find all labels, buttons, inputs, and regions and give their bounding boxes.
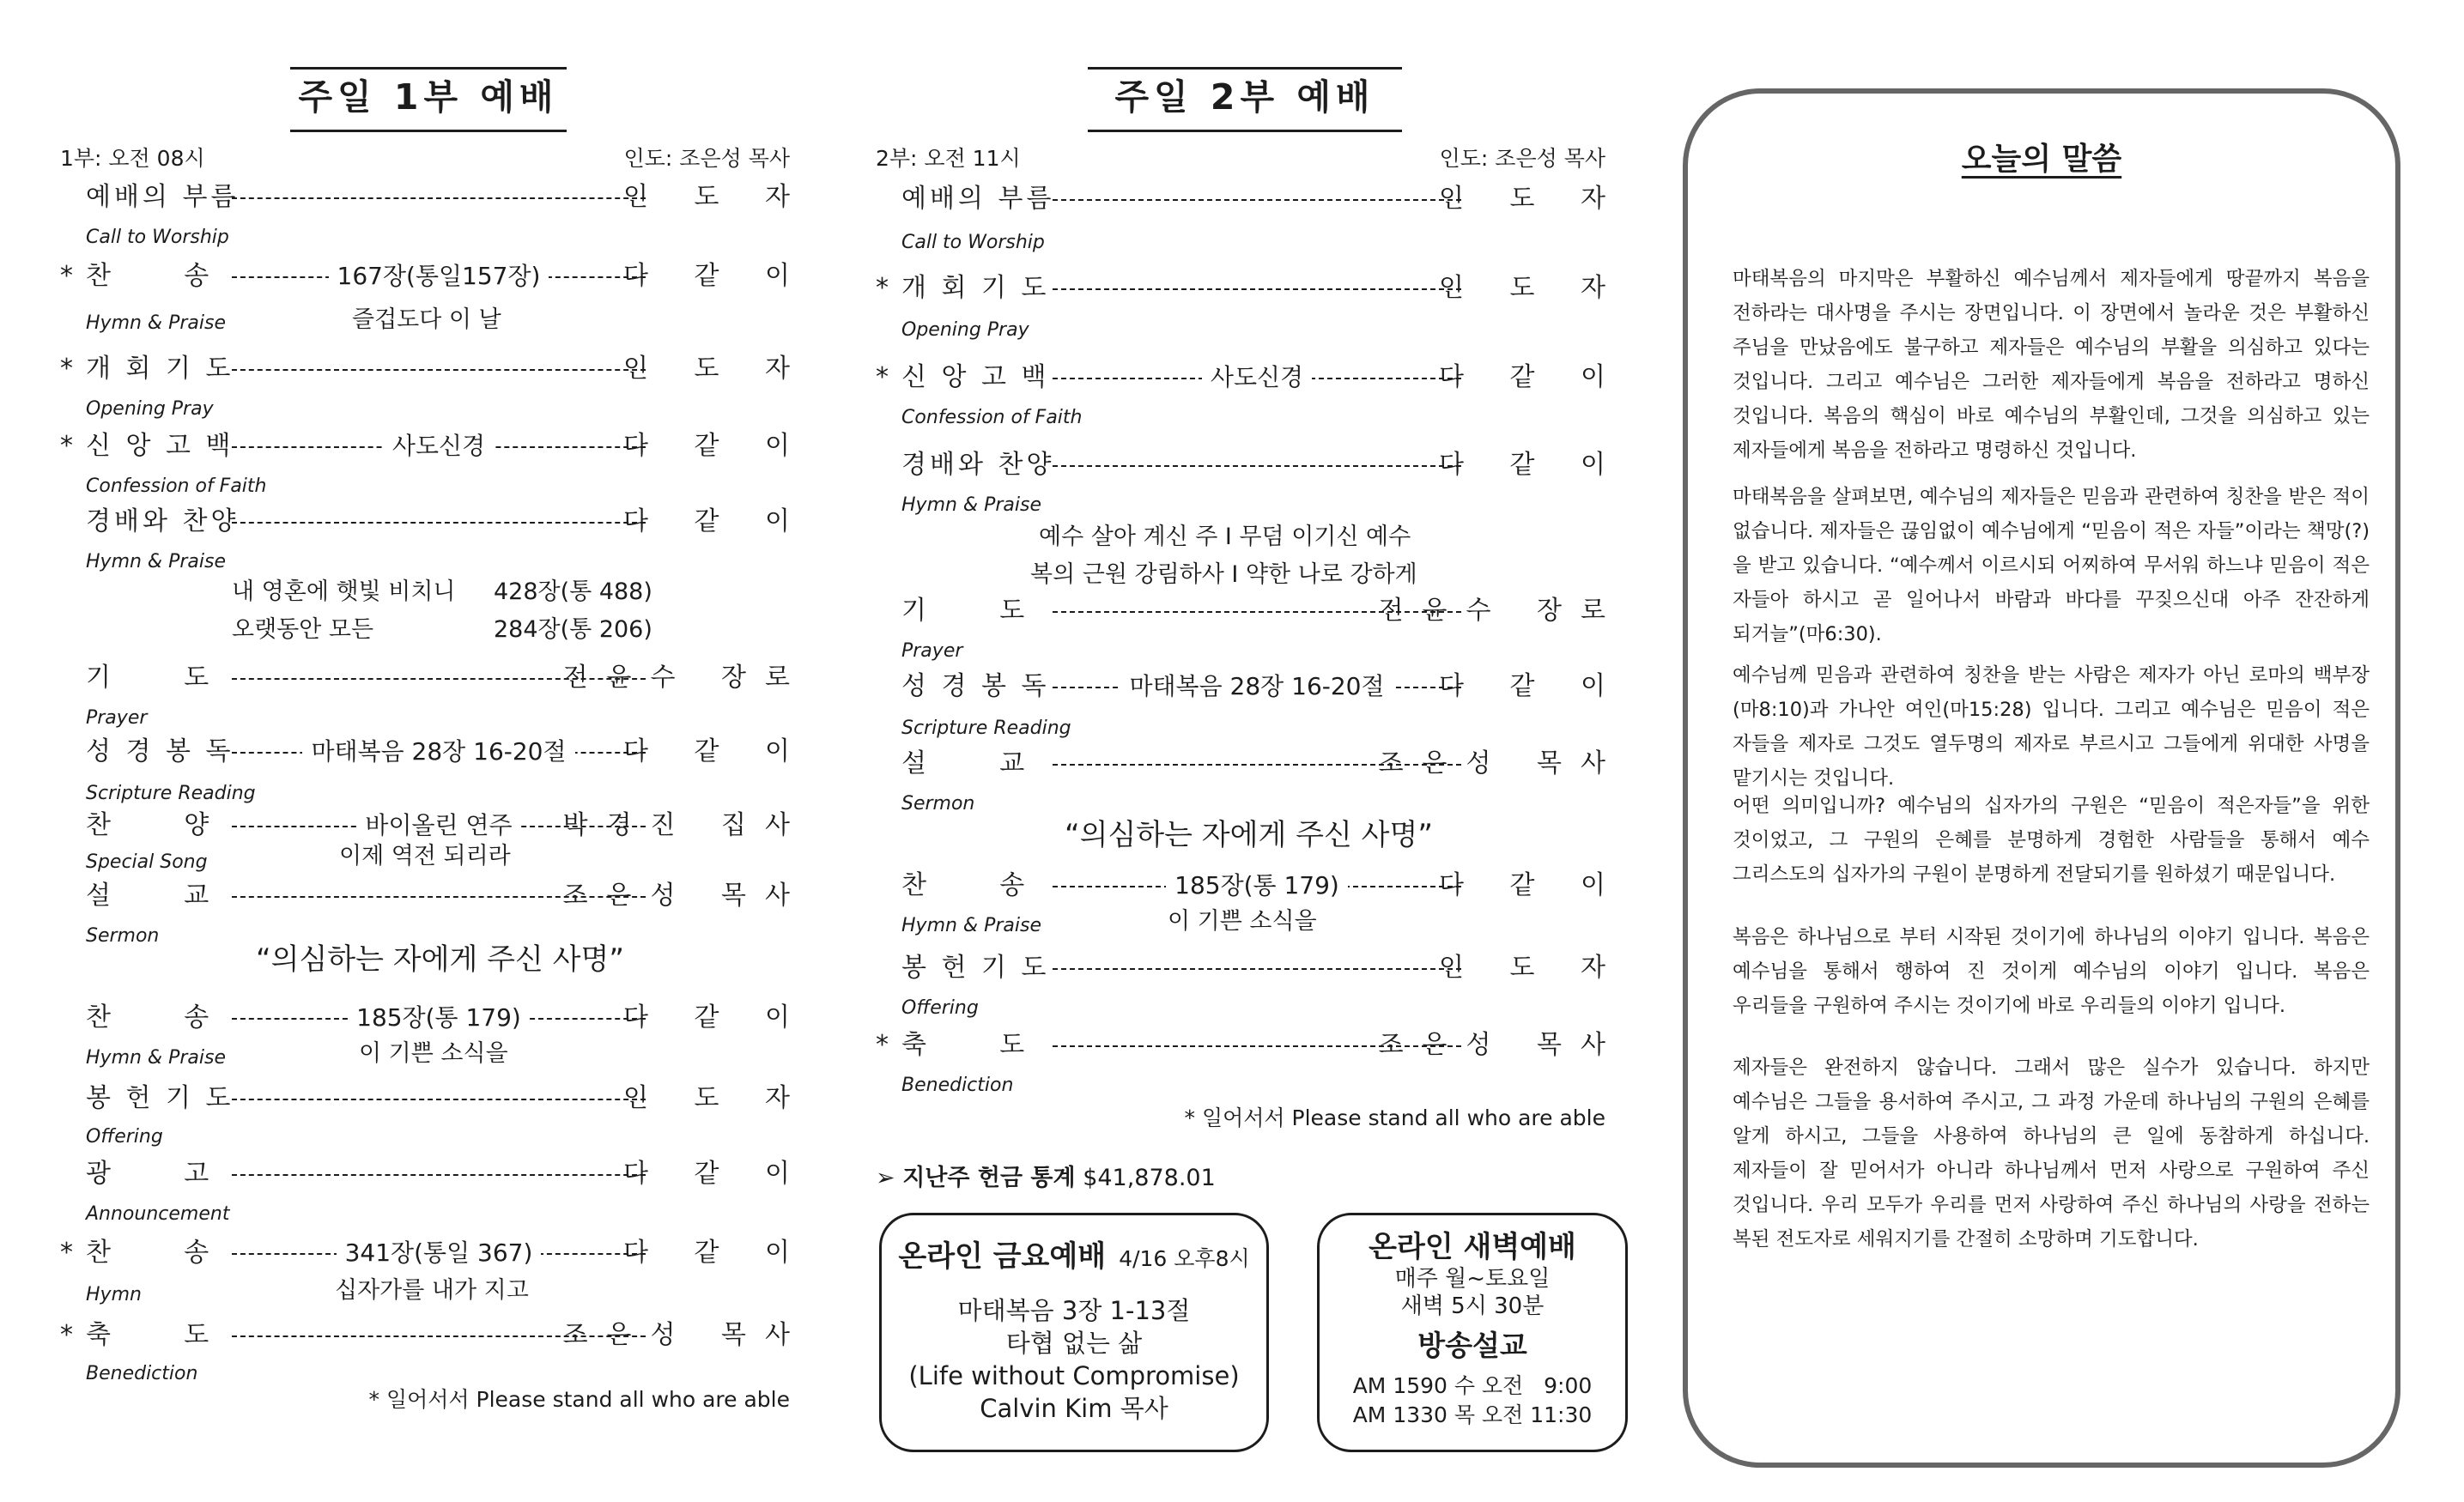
service1-item-row — [60, 257, 809, 295]
service1-item-row — [60, 1155, 809, 1193]
service1-item-row — [60, 807, 809, 845]
broadcast-title: 방송설교 — [1417, 1329, 1527, 1362]
service2-stand-note: * 일어서서 Please stand all who are able — [1184, 1105, 1605, 1130]
item-label: 신 앙 고 백 — [901, 362, 1050, 392]
item-detail: 사도신경 — [384, 432, 494, 460]
service1-leader: 인도: 조은성 목사 — [623, 146, 790, 171]
dashed-leader — [232, 1234, 646, 1272]
item-responsible: 다 같 이 — [622, 506, 809, 536]
item-label: 신 앙 고 백 — [86, 431, 234, 461]
song-title: 내 영혼에 햇빛 비치니 — [232, 578, 456, 605]
service2-item-row — [876, 745, 1624, 783]
dawn-service-box — [1317, 1213, 1628, 1452]
service1-item-row — [60, 999, 809, 1037]
item-label: 설 교 — [86, 881, 213, 911]
item-responsible: 조은성 목사 — [1378, 1030, 1624, 1060]
word-paragraph: 제자들은 완전하지 않습니다. 그래서 많은 실수가 있습니다. 하지만 예수님은 그들을 용서하여 주시고, 그 과정 가운데 하나님의 구원의 은혜를 알게 하시고, 그들을 사용하여 하나님의 큰 일에 동참하게 하십니다. 제자들이 잘 믿어서가 아니라 하나님께서 먼저 사랑으로 구원하여 주신 것입니다. 우리 모두가 우리를 먼저 사랑하여 주신 하나님의 사랑을 전하는 복된 전도자로 세워지기를 간절히 소망하며 기도합니다. — [1733, 1057, 2370, 1251]
song-number: 284장(통 206) — [494, 616, 652, 643]
item-label: 기 도 — [86, 663, 213, 693]
item-detail-wrap — [384, 432, 494, 460]
hymn-title: 십자가를 내가 지고 — [335, 1277, 529, 1304]
item-responsible: 인 도 자 — [622, 182, 809, 212]
item-responsible: 인 도 자 — [1438, 184, 1624, 214]
item-responsible: 조은성 목사 — [562, 1320, 809, 1350]
dashed-leader — [1053, 867, 1461, 905]
todays-word-box — [1683, 88, 2400, 1468]
dashed-leader — [1053, 359, 1461, 397]
item-responsible: 인 도 자 — [1438, 953, 1624, 983]
word-paragraph: 어떤 의미입니까? 예수님의 십자가의 구원은 “믿음이 적은자들”을 위한 것이었고, 그 구원의 은혜를 분명하게 경험한 사람들을 통해서 예수 그리스도의 십자가의 구원이 분명하게 전달되기를 원하셨기 때문입니다. — [1733, 795, 2370, 887]
item-label: 봉 헌 기 도 — [86, 1083, 234, 1113]
service1-item-row — [60, 1317, 809, 1354]
service2-item-row — [876, 668, 1624, 706]
item-detail-wrap — [1166, 871, 1348, 899]
item-detail: 마태복음 28장 16-20절 — [1120, 672, 1393, 700]
service1-item-row — [60, 427, 809, 465]
service2-item-row — [876, 359, 1624, 397]
service1-time: 1부: 오전 08시 — [60, 146, 205, 171]
song-line: 복의 근원 강림하사 I 약한 나로 강하게 — [1030, 561, 1417, 588]
song-number: 428장(통 488) — [494, 578, 652, 605]
item-label: 경배와 찬양 — [86, 506, 240, 536]
friday-passage: 마태복음 3장 1-13절 — [957, 1296, 1191, 1325]
song-line: 예수 살아 계신 주 I 무덤 이기신 예수 — [1039, 524, 1411, 550]
stand-marker-icon: * — [60, 1320, 73, 1350]
item-english-label: Offering — [86, 1126, 163, 1148]
item-english-label: Opening Pray — [901, 319, 1029, 341]
item-english-label: Sermon — [86, 925, 160, 947]
item-detail-wrap — [337, 1239, 542, 1267]
item-english-label: Benediction — [901, 1075, 1014, 1096]
item-label: 경배와 찬양 — [901, 450, 1055, 480]
item-responsible: 다 같 이 — [1438, 450, 1624, 480]
friday-service-box — [879, 1213, 1269, 1452]
item-english-label: Call to Worship — [901, 232, 1045, 253]
broadcast-am1: AM 1590 수 오전 9:00 — [1352, 1373, 1593, 1398]
item-label: 봉 헌 기 도 — [901, 953, 1050, 983]
item-detail-wrap — [329, 262, 549, 290]
friday-preacher: Calvin Kim 목사 — [980, 1394, 1168, 1423]
hymn-title: 즐겁도다 이 날 — [352, 306, 501, 333]
service2-item-row — [876, 592, 1624, 630]
item-label: 성 경 봉 독 — [901, 671, 1050, 701]
service2-item-row — [876, 270, 1624, 307]
todays-word-title: 오늘의 말씀 — [1961, 142, 2122, 177]
dashed-leader — [1053, 446, 1461, 484]
service2-item-row — [876, 867, 1624, 905]
item-detail: 마태복음 28장 16-20절 — [302, 737, 574, 766]
item-label: 설 교 — [901, 748, 1029, 778]
service1-sermon-title: “의심하는 자에게 주신 사명” — [256, 942, 624, 977]
word-paragraph: 마태복음의 마지막은 부활하신 예수님께서 제자들에게 땅끝까지 복음을 전하라는 대사명을 주시는 장면입니다. 이 장면에서 놀라운 것은 부활하신 주님을 만났음에도 불구하고 제자들은 예수님의 부활을 의심하고 있다는 것입니다. 그리고 예수님은 그러한 제자들에게 복음을 전하라고 명하신 것입니다. 복음의 핵심이 바로 예수님의 부활인데, 그것을 의심하고 있는 제자들에게 복음을 전하라고 명령하신 것입니다. — [1733, 267, 2370, 462]
item-label: 찬 양 — [86, 810, 213, 840]
item-label: 찬 송 — [86, 1238, 213, 1268]
item-english-label: Confession of Faith — [901, 407, 1083, 428]
item-english-label: Sermon — [901, 793, 975, 815]
service1-item-row — [60, 350, 809, 388]
dawn-title: 온라인 새벽예배 — [1369, 1230, 1576, 1264]
stand-marker-icon: * — [876, 273, 889, 303]
item-detail: 167장(통일157장) — [329, 262, 549, 290]
service1-item-row — [60, 179, 809, 216]
item-label: 찬 송 — [86, 261, 213, 291]
service1-item-row — [60, 1234, 809, 1272]
item-responsible: 조은성 목사 — [562, 881, 809, 911]
service1-item-row — [60, 877, 809, 915]
broadcast-am2: AM 1330 목 오전 11:30 — [1352, 1402, 1593, 1427]
stand-marker-icon: * — [60, 261, 73, 291]
item-label: 찬 송 — [86, 1002, 213, 1033]
item-english-label: Scripture Reading — [86, 783, 256, 804]
item-responsible: 다 같 이 — [1438, 671, 1624, 701]
item-responsible: 전윤수 장로 — [562, 663, 809, 693]
item-detail: 341장(통일 367) — [337, 1239, 542, 1267]
dashed-leader — [1053, 180, 1461, 218]
dashed-leader — [232, 427, 646, 465]
dashed-leader — [232, 179, 646, 216]
dashed-leader — [232, 999, 646, 1037]
dawn-time: 새벽 5시 30분 — [1400, 1293, 1545, 1319]
dashed-leader — [1053, 668, 1461, 706]
service2-title: 주일 2부 예배 — [1088, 67, 1402, 132]
item-responsible: 인 도 자 — [1438, 273, 1624, 303]
item-english-label: Offering — [901, 997, 979, 1019]
dashed-leader — [1053, 270, 1461, 307]
item-detail: 185장(통 179) — [1166, 871, 1348, 899]
service2-item-row — [876, 949, 1624, 987]
item-responsible: 다 같 이 — [1438, 870, 1624, 900]
offering-amount: $41,878.01 — [1083, 1165, 1216, 1191]
item-english-label: Scripture Reading — [901, 718, 1071, 739]
item-responsible: 다 같 이 — [622, 1159, 809, 1189]
stand-marker-icon: * — [876, 362, 889, 392]
item-detail: 사도신경 — [1202, 363, 1312, 391]
item-english-label: Hymn & Praise — [86, 1047, 226, 1069]
word-paragraph: 예수님께 믿음과 관련하여 칭찬을 받는 사람은 제자가 아닌 로마의 백부장(마8:10)과 가나안 여인(마15:28) 입니다. 그리고 예수님은 믿음이 적은 자들을 제자로 그것도 열두명의 제자로 부르시고 그들에게 위대한 사명을 맡기시는 것입니다. — [1733, 663, 2370, 790]
dawn-days: 매주 월~토요일 — [1394, 1266, 1551, 1292]
item-responsible: 전윤수 장로 — [1378, 596, 1624, 626]
item-detail-wrap — [348, 1003, 530, 1032]
stand-marker-icon: * — [60, 431, 73, 461]
item-english-label: Hymn & Praise — [86, 312, 226, 334]
hymn-title: 이 기쁜 소식을 — [359, 1040, 508, 1067]
item-english-label: Confession of Faith — [86, 475, 267, 497]
item-responsible: 인 도 자 — [622, 354, 809, 384]
service1-stand-note: * 일어서서 Please stand all who are able — [368, 1387, 790, 1412]
offering-summary — [876, 1163, 1216, 1194]
item-responsible: 다 같 이 — [622, 1002, 809, 1033]
service2-item-row — [876, 180, 1624, 218]
item-responsible: 다 같 이 — [622, 736, 809, 766]
item-detail-wrap — [1120, 672, 1393, 700]
item-responsible: 박경진 집사 — [562, 810, 809, 840]
service2-time: 2부: 오전 11시 — [876, 146, 1021, 171]
item-label: 찬 송 — [901, 870, 1029, 900]
dashed-leader — [1053, 949, 1461, 987]
offering-label: 지난주 헌금 통계 — [902, 1165, 1076, 1191]
dashed-leader — [232, 257, 646, 295]
stand-marker-icon: * — [60, 1238, 73, 1268]
item-english-label: Hymn — [86, 1284, 142, 1305]
item-english-label: Benediction — [86, 1363, 198, 1384]
service2-item-row — [876, 446, 1624, 484]
item-detail-wrap — [356, 811, 520, 839]
friday-sermon-en: (Life without Compromise) — [908, 1361, 1240, 1390]
item-detail-wrap — [302, 737, 574, 766]
item-english-label: Hymn & Praise — [901, 494, 1041, 516]
item-label: 예배의 부름 — [901, 184, 1055, 214]
friday-title: 온라인 금요예배 — [898, 1239, 1107, 1274]
hymn-title: 이 기쁜 소식을 — [1168, 908, 1317, 935]
item-detail: 바이올린 연주 — [356, 811, 520, 839]
item-responsible: 다 같 이 — [1438, 362, 1624, 392]
dashed-leader — [232, 350, 646, 388]
item-detail-wrap — [1202, 363, 1312, 391]
service1-item-row — [60, 733, 809, 771]
service1-title: 주일 1부 예배 — [290, 67, 567, 132]
hymn-title: 이제 역전 되리라 — [339, 843, 511, 869]
stand-marker-icon: * — [60, 354, 73, 384]
item-english-label: Prayer — [86, 707, 148, 729]
word-paragraph: 복음은 하나님으로 부터 시작된 것이기에 하나님의 이야기 입니다. 복음은 예수님을 통해서 행하여 진 것이게 예수님의 이야기 입니다. 복음은 우리들을 구원하여 주시는 것이기에 바로 우리들의 이야기 입니다. — [1733, 925, 2370, 1017]
friday-date: 4/16 오후8시 — [1119, 1246, 1250, 1271]
dashed-leader — [232, 1155, 646, 1193]
service1-item-row — [60, 503, 809, 541]
item-english-label: Hymn & Praise — [901, 915, 1041, 936]
song-title: 오랫동안 모든 — [232, 616, 374, 643]
word-paragraph: 마태복음을 살펴보면, 예수님의 제자들은 믿음과 관련하여 칭찬을 받은 적이 없습니다. 제자들은 끊임없이 예수님에게 “믿음이 적은 자들”이라는 책망(?)을 받고 있습니다. “예수께서 이르시되 어찌하여 무서워 하느냐 믿음이 적은 자들아 하시고 곧 일어나서 바람과 바다를 꾸짖으신대 아주 잔잔하게 되거늘”(마6:30). — [1733, 485, 2370, 645]
arrow-marker-icon: ➢ — [876, 1165, 895, 1191]
dashed-leader — [232, 1080, 646, 1117]
item-responsible: 다 같 이 — [622, 261, 809, 291]
item-label: 광 고 — [86, 1159, 213, 1189]
service1-item-row — [60, 1080, 809, 1117]
item-label: 개 회 기 도 — [901, 273, 1050, 303]
item-label: 축 도 — [86, 1320, 213, 1350]
item-label: 축 도 — [901, 1030, 1029, 1060]
item-english-label: Prayer — [901, 640, 963, 662]
item-responsible: 조은성 목사 — [1378, 748, 1624, 778]
item-label: 성 경 봉 독 — [86, 736, 234, 766]
service2-sermon-title: “의심하는 자에게 주신 사명” — [1065, 818, 1433, 852]
item-responsible: 인 도 자 — [622, 1083, 809, 1113]
dashed-leader — [232, 503, 646, 541]
item-label: 예배의 부름 — [86, 182, 240, 212]
item-english-label: Special Song — [86, 851, 208, 873]
item-english-label: Hymn & Praise — [86, 551, 226, 572]
dashed-leader — [232, 733, 646, 771]
friday-sermon-kr: 타협 없는 삶 — [1005, 1329, 1143, 1358]
item-english-label: Announcement — [86, 1203, 230, 1225]
item-responsible: 다 같 이 — [622, 431, 809, 461]
item-label: 기 도 — [901, 596, 1029, 626]
service2-leader: 인도: 조은성 목사 — [1439, 146, 1605, 171]
service1-item-row — [60, 659, 809, 697]
item-detail: 185장(통 179) — [348, 1003, 530, 1032]
item-english-label: Call to Worship — [86, 227, 229, 248]
item-english-label: Opening Pray — [86, 398, 214, 420]
item-label: 개 회 기 도 — [86, 354, 234, 384]
stand-marker-icon: * — [876, 1030, 889, 1060]
service2-item-row — [876, 1027, 1624, 1064]
item-responsible: 다 같 이 — [622, 1238, 809, 1268]
